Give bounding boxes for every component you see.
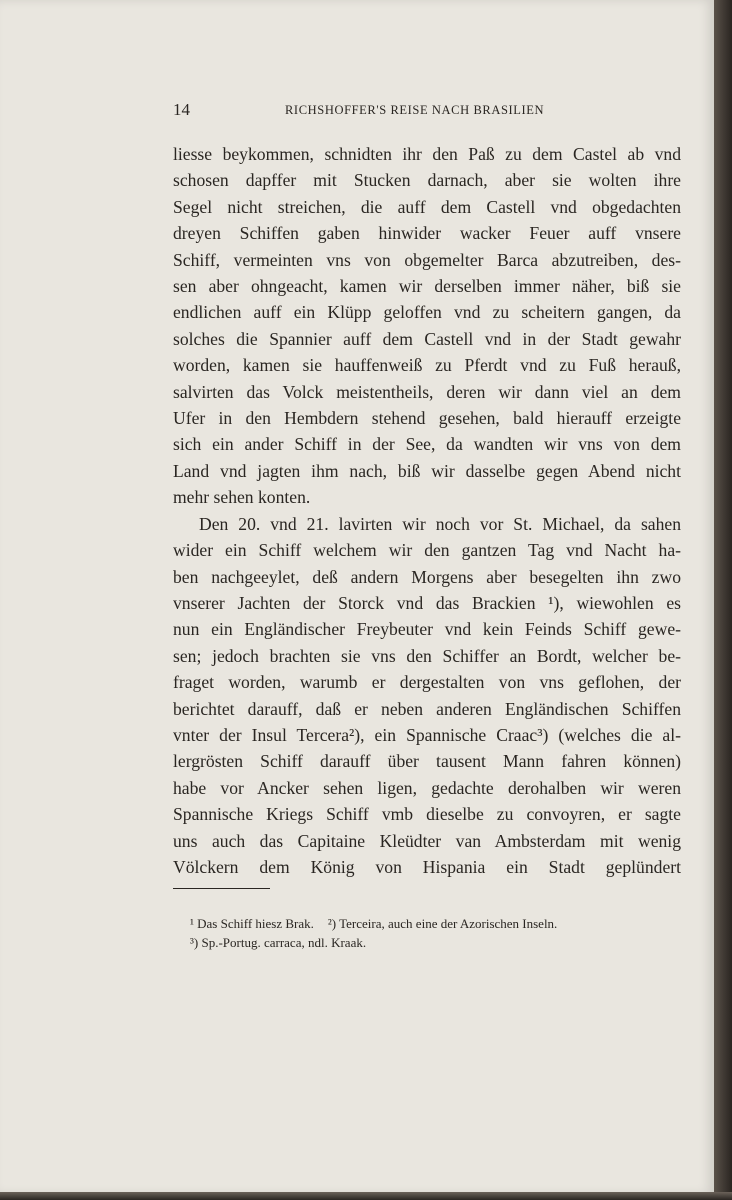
text-line: nun ein Engländischer Freybeuter vnd kein Feinds Schiff gewe-: [173, 619, 681, 640]
running-title: RICHSHOFFER'S REISE NACH BRASILIEN: [285, 103, 545, 117]
text-line: Spannische Kriegs Schiff vmb dieselbe zu convoyren, er sagte: [173, 804, 681, 825]
text-line: vnter der Insul Tercera²), ein Spannische Craac³) (welches die al-: [173, 724, 681, 745]
text-line: Völckern dem König von Hispania ein Stadt geplündert: [173, 856, 681, 877]
text-line: fraget worden, warumb er dergestalten von vns geflohen, der: [173, 672, 681, 693]
footnote-1: ¹ Das Schiff hiesz Brak.: [190, 916, 314, 931]
page-header: [173, 100, 681, 122]
text-line: ben nachgeeylet, deß andern Morgens aber besegelten ihn zwo: [173, 566, 681, 587]
text-line: schosen dapffer mit Stucken darnach, aber sie wolten ihre: [173, 170, 681, 191]
text-line: sich ein ander Schiff in der See, da wandten wir vns von dem: [173, 434, 681, 455]
text-line: mehr sehen konten.: [173, 487, 311, 508]
text-line: wider ein Schiff welchem wir den gantzen Tag vnd Nacht ha-: [173, 540, 681, 561]
footnote-divider: [173, 888, 270, 889]
footnote-line: [190, 914, 690, 933]
footnotes: [190, 914, 690, 952]
text-line: uns auch das Capitaine Kleüdter van Ambsterdam mit wenig: [173, 830, 681, 851]
text-line: worden, kamen sie hauffenweiß zu Pferdt vnd zu Fuß herauß,: [173, 355, 681, 376]
text-line: lergrösten Schiff darauff über tausent Mann fahren können): [173, 751, 681, 772]
text-line: berichtet darauff, daß er neben anderen Engländischen Schiffen: [173, 698, 681, 719]
text-line: Ufer in den Hembdern stehend gesehen, bald hierauff erzeigte: [173, 408, 681, 429]
book-spine-edge: [714, 0, 732, 1200]
text-line: Land vnd jagten ihm nach, biß wir dasselbe gegen Abend nicht: [173, 460, 681, 481]
text-line: vnserer Jachten der Storck vnd das Brackien ¹), wiewohlen es: [173, 592, 681, 613]
footnote-2: ²) Terceira, auch eine der Azorischen Inseln.: [327, 916, 558, 931]
text-line: solches die Spannier auff dem Castell vnd in der Stadt gewahr: [173, 328, 681, 349]
text-line: Segel nicht streichen, die auff dem Castell vnd obgedachten: [173, 196, 681, 217]
text-line: dreyen Schiffen gaben hinwider wacker Feuer auff vnsere: [173, 223, 681, 244]
text-line: Schiff, vermeinten vns von obgemelter Barca abzutreiben, des-: [173, 249, 681, 270]
body-text: [173, 141, 681, 880]
text-line: sen; jedoch brachten sie vns den Schiffer an Bordt, welcher be-: [173, 645, 681, 666]
text-line: habe vor Ancker sehen ligen, gedachte derohalben wir weren: [173, 777, 681, 798]
text-line: endlichen auff ein Klüpp geloffen vnd zu scheitern gangen, da: [173, 302, 681, 323]
footnote-3: ³) Sp.-Portug. carraca, ndl. Kraak.: [190, 935, 367, 950]
page-bottom-edge: [0, 1192, 732, 1200]
page-number: 14: [173, 100, 190, 119]
text-line: Den 20. vnd 21. lavirten wir noch vor St. Michael, da sahen: [199, 513, 681, 534]
text-line: sen aber ohngeacht, kamen wir derselben immer näher, biß sie: [173, 276, 681, 297]
text-line: salvirten das Volck meistentheils, deren wir dann viel an dem: [173, 381, 681, 402]
text-line: liesse beykommen, schnidten ihr den Paß zu dem Castel ab vnd: [173, 144, 681, 164]
